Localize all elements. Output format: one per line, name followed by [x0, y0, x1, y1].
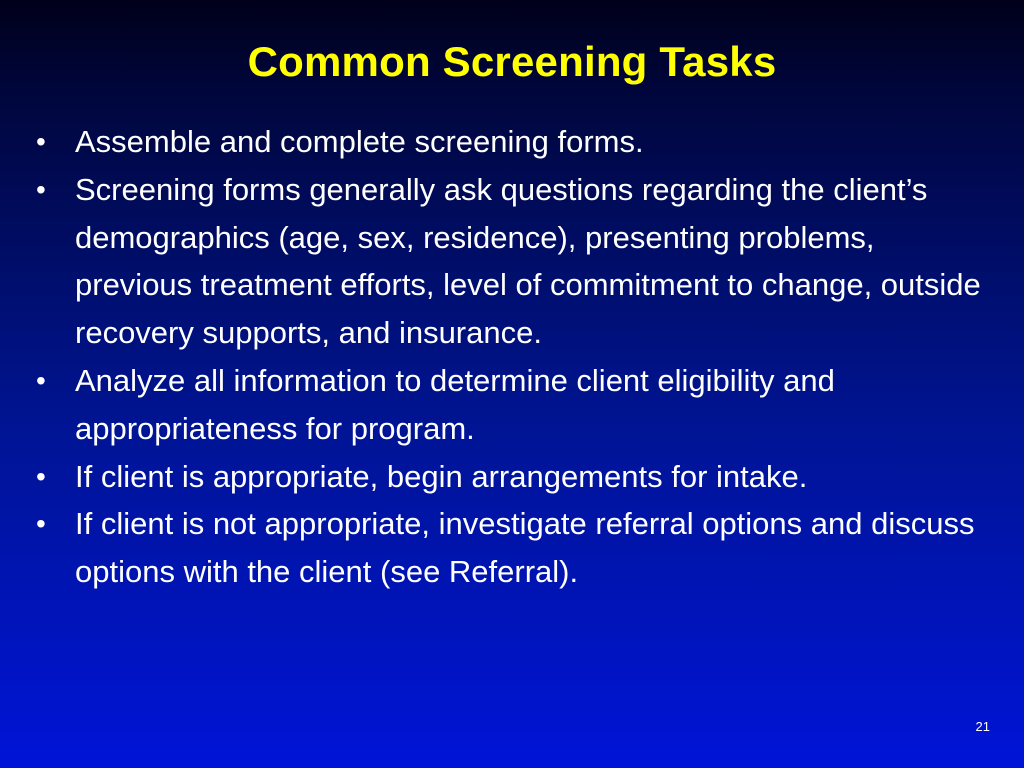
page-number: 21 [975, 719, 990, 734]
bullet-dot-icon: • [36, 173, 46, 205]
bullet-text: If client is not appropriate, investigate referral options and discuss options with the client (see Referral). [75, 506, 975, 590]
bullet-dot-icon: • [36, 126, 46, 157]
bullet-item [30, 166, 990, 357]
bullet-text: Assemble and complete screening forms. [75, 124, 644, 159]
bullet-list [30, 118, 990, 596]
bullet-item [30, 500, 990, 596]
bullet-dot-icon: • [36, 364, 46, 396]
bullet-item [30, 118, 990, 166]
bullet-text: Analyze all information to determine client eligibility and appropriateness for program. [75, 362, 835, 446]
bullet-item [30, 357, 990, 453]
bullet-text: If client is appropriate, begin arrangements for intake. [75, 458, 808, 494]
bullet-dot-icon: • [36, 460, 46, 492]
slide-title: Common Screening Tasks [247, 38, 777, 85]
bullet-text: Screening forms generally ask questions regarding the client’s demographics (age, sex, residence), presenting problems, previous treatment efforts, level of commitment to change, outside recovery supports, and insurance. [75, 171, 981, 351]
bullet-dot-icon: • [36, 508, 46, 540]
bullet-item [30, 453, 990, 501]
